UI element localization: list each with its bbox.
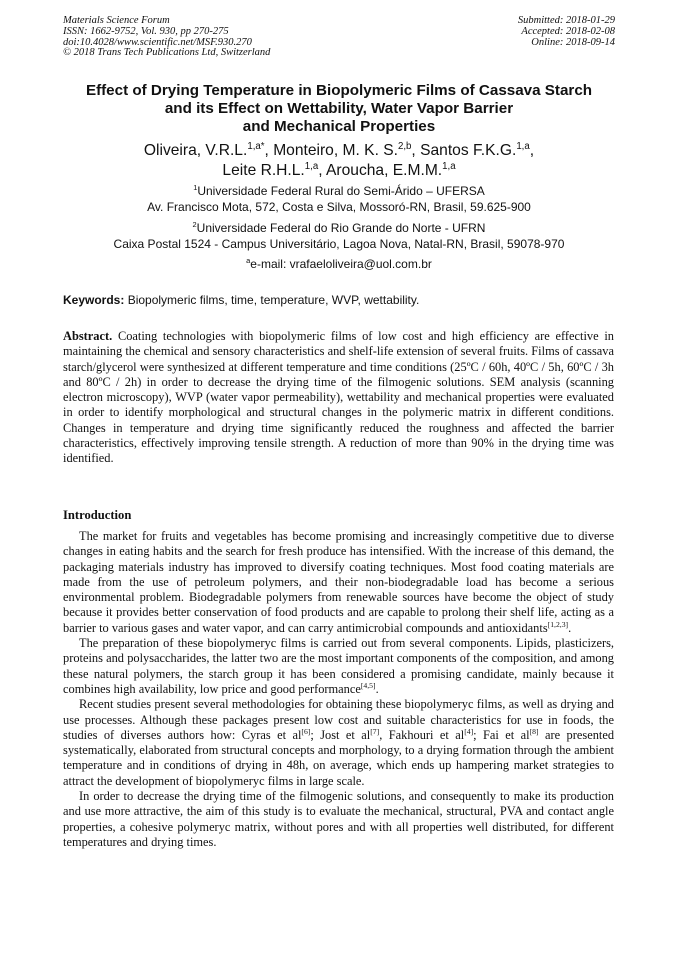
- author-affiliation-mark: 1,a*: [247, 140, 265, 152]
- paragraph-end: .: [375, 681, 379, 696]
- intro-paragraph-3: [63, 697, 614, 789]
- intro-paragraph-4: In order to decrease the drying time of the filmogenic solutions, and consequently to make its production and use more attractive, the aim of this study is to evaluate the mechanical, structural, PVA and contact angle properties, a cohesive polymeryc matrix, without pores and with all properties well distributed, for different temperatures and drying times.: [63, 789, 614, 849]
- title-line-3: and Mechanical Properties: [242, 118, 436, 135]
- journal-issn: ISSN: 1662-9752, Vol. 930, pp 270-275: [63, 25, 229, 37]
- paper-title: [40, 82, 638, 136]
- author-name: Leite R.H.L.: [222, 162, 305, 179]
- affiliation-institution: Universidade Federal Rural do Semi-Árido – UFERSA: [197, 184, 485, 198]
- citation: [4,5]: [360, 680, 376, 690]
- intro-paragraph-1: [63, 529, 614, 636]
- author-name: Aroucha, E.M.M.: [326, 162, 443, 179]
- paragraph-text: The market for fruits and vegetables has become promising and increasingly competitive due to diverse changes in eating habits and the search for fresh produce has intensified. With the increase of this demand, the packaging materials industry has improved to diversify coating techniques. Most food coating materials are made from the use of petroleum polymers, and their non-biodegradable load has become a serious environmental problem. Biodegradable polymers from renewable sources have become the object of study because it provides better conservation of food products and are capable to prolong their shelf life, acting as a barrier to various gases and water vapor, and can carry antimicrobial compounds and antioxidants: [63, 529, 614, 635]
- title-line-2: and its Effect on Wettability, Water Vapor Barrier: [164, 100, 514, 117]
- author-name: Oliveira, V.R.L.: [143, 142, 248, 159]
- paragraph-text: Recent studies present several methodologies for obtaining these biopolymeryc films, as well as drying and use processes. Although these packages present low cost and suitable characteristics for use in foods, the studies of diverses authors how: Cyras et al: [63, 697, 614, 742]
- author-affiliation-mark: 1,a: [442, 160, 456, 172]
- affiliation-2-address: Caixa Postal 1524 - Campus Universitário, Lagoa Nova, Natal-RN, Brasil, 59078-970: [113, 236, 565, 251]
- affiliation-2: [40, 221, 638, 252]
- submitted-date: Submitted: 2018-01-29: [517, 15, 615, 26]
- paragraph-end: .: [568, 620, 572, 635]
- paragraph-text: ; Jost et al: [310, 727, 371, 742]
- email-mark: a: [246, 256, 251, 265]
- affiliation-mark: 2: [192, 220, 197, 229]
- author-name: Santos F.K.G.: [420, 142, 517, 159]
- abstract-label: Abstract.: [63, 329, 113, 343]
- author-name: Monteiro, M. K. S.: [273, 142, 398, 159]
- author-line-1: [40, 141, 638, 161]
- intro-paragraph-2: [63, 636, 614, 697]
- affiliation-1: [40, 184, 638, 215]
- keywords: [63, 293, 419, 307]
- online-date: Online: 2018-09-14: [531, 36, 615, 48]
- paragraph-text: , Fakhouri et al: [379, 727, 465, 742]
- author-affiliation-mark: 2,b: [397, 140, 412, 152]
- author-separator: ,: [529, 142, 535, 159]
- author-line-2: [40, 161, 638, 181]
- paragraph-text: are presented systematically, elaborated from structural concepts and morphology, to a drying formation through the ambient temperature and in conditions of drying in 48h, on average, which ends up hampering market strategies to attract the development of biopolymeryc films in large scale.: [63, 727, 615, 788]
- abstract-text: Coating technologies with biopolymeric films of low cost and high efficiency are effective in maintaining the chemical and sensory characteristics and shelf-life extension of several fruits. Films of cassava starch/glycerol were synthesized at different temperature and time conditions (25ºC / 60h, 40ºC / 5h, 60ºC / 3h and 80ºC / 2h) in order to decrease the drying time of the filmogenic solutions. SEM analysis (scanning electron microscopy), WVP (water vapor permeability), wettability and mechanical properties were evaluated in order to identify morphological and structural changes in the polymeric matrix in different conditions. Changes in temperature and drying time significantly reduced the roughness and affected the barrier characteristics, effectively improving tensile strength. A reduction of more than 90% in the drying time was identified.: [63, 329, 614, 466]
- publication-dates: [518, 16, 615, 48]
- citation: [6]: [301, 726, 311, 736]
- journal-name: Materials Science Forum: [63, 15, 170, 26]
- contact-email: [40, 257, 638, 273]
- citation: [4]: [464, 726, 474, 736]
- affiliation-1-address: Av. Francisco Mota, 572, Costa e Silva, Mossoró-RN, Brasil, 59.625-900: [147, 199, 531, 214]
- citation: [7]: [370, 726, 380, 736]
- introduction-body: [63, 529, 614, 850]
- journal-copyright: © 2018 Trans Tech Publications Ltd, Switzerland: [63, 47, 271, 59]
- author-affiliation-mark: 1,a: [516, 140, 530, 152]
- keywords-label: Keywords:: [63, 293, 125, 307]
- email-text[interactable]: e-mail: vrafaeloliveira@uol.com.br: [250, 257, 432, 271]
- accepted-date: Accepted: 2018-02-08: [521, 25, 615, 37]
- citation: [1,2,3]: [547, 619, 569, 629]
- journal-info: [63, 16, 270, 59]
- author-separator: ,: [318, 162, 327, 179]
- affiliation-institution: Universidade Federal do Rio Grande do Norte - UFRN: [196, 221, 486, 235]
- title-line-1: Effect of Drying Temperature in Biopolymeric Films of Cassava Starch: [85, 82, 593, 99]
- author-affiliation-mark: 1,a: [304, 160, 319, 172]
- keywords-text: Biopolymeric films, time, temperature, WVP, wettability.: [124, 293, 420, 307]
- affiliation-2-line-1: [40, 221, 638, 237]
- affiliation-1-line-1: [40, 184, 638, 200]
- journal-doi: doi:10.4028/www.scientific.net/MSF.930.270: [63, 36, 252, 48]
- author-separator: ,: [264, 142, 274, 159]
- paragraph-text: ; Fai et al: [473, 727, 530, 742]
- citation: [8]: [529, 726, 539, 736]
- paragraph-text: The preparation of these biopolymeryc films is carried out from several components. Lipids, plasticizers, proteins and polysaccharides, the latter two are the most important components of the composition, and among these natural polymers, the starch group it has been considered a promising candidate, mainly because it combines high availability, low price and good performance: [63, 636, 614, 696]
- abstract: [63, 329, 614, 467]
- affiliation-mark: 1: [193, 183, 198, 192]
- author-separator: ,: [411, 142, 421, 159]
- author-list: [40, 141, 638, 181]
- section-heading-introduction: Introduction: [63, 508, 132, 522]
